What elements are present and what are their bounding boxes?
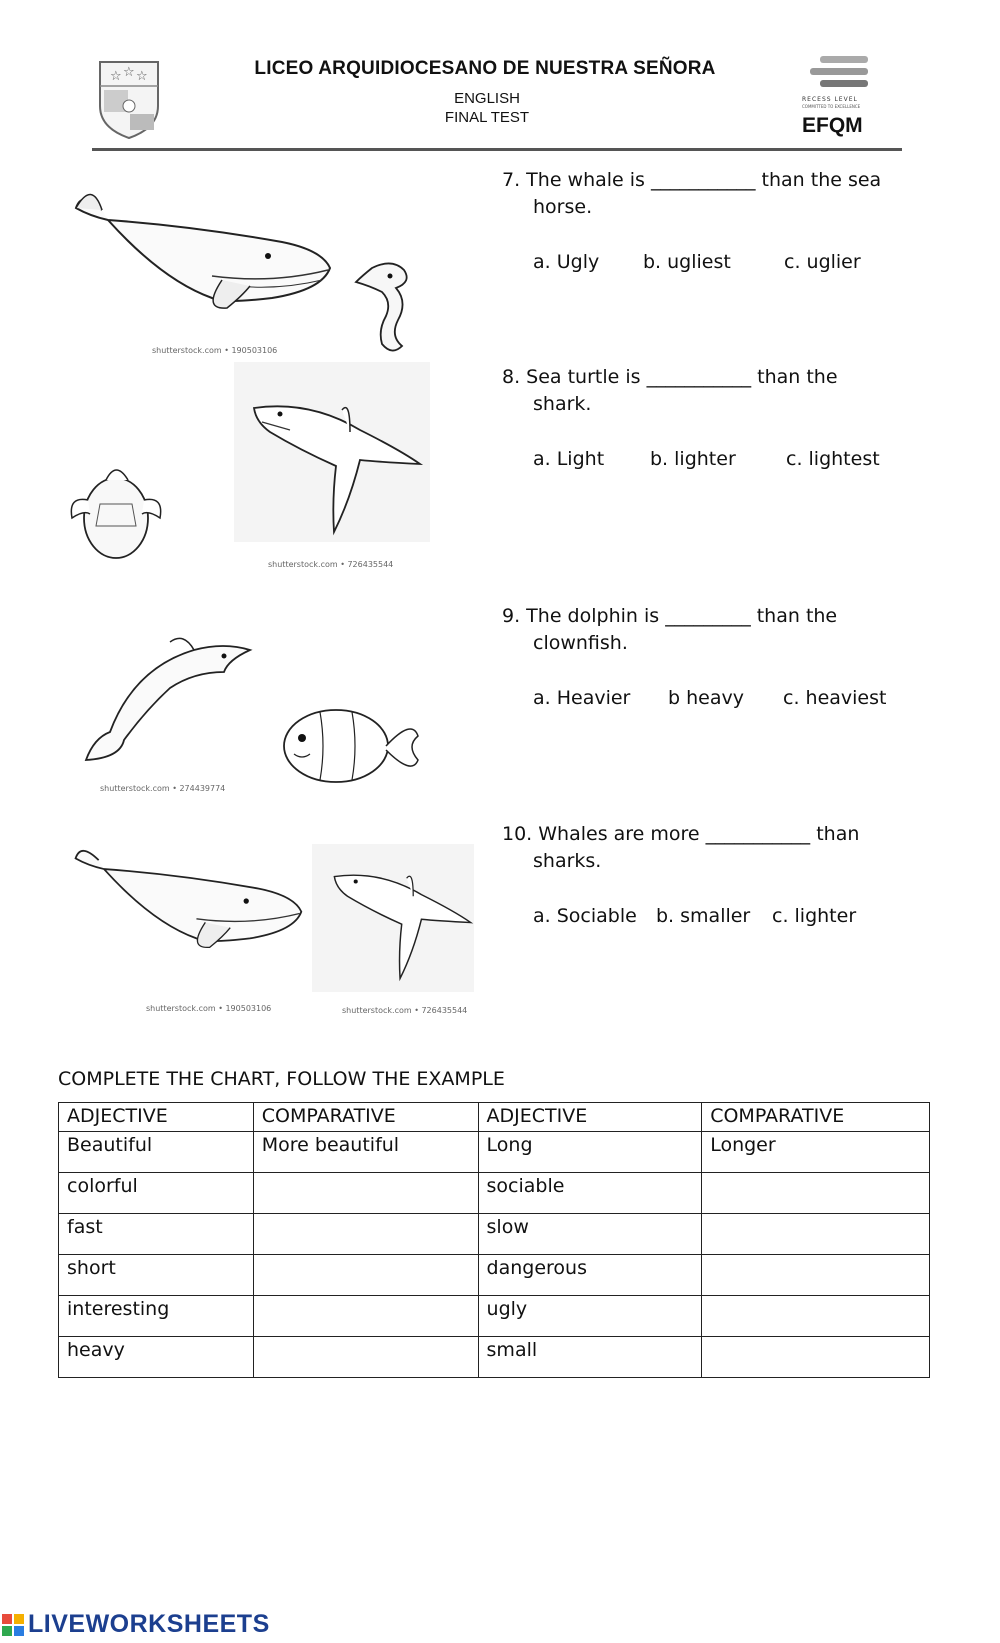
question-9 xyxy=(502,603,837,657)
table-row xyxy=(59,1337,930,1378)
whale-illustration xyxy=(72,826,312,965)
turtle-illustration xyxy=(66,460,166,574)
footer-brand[interactable]: LIVEWORKSHEETS xyxy=(28,1610,270,1638)
adjective-cell: fast xyxy=(59,1214,254,1255)
option-a[interactable]: a. Light xyxy=(533,448,605,470)
question-8 xyxy=(502,364,838,418)
image-credit: shutterstock.com • 726435544 xyxy=(342,1006,468,1015)
comparative-chart xyxy=(58,1102,930,1378)
comparative-cell: Longer xyxy=(702,1132,930,1173)
answer-input-cell[interactable] xyxy=(253,1255,478,1296)
shark-illustration xyxy=(330,870,480,989)
clownfish-illustration xyxy=(282,698,422,794)
answer-input-cell[interactable] xyxy=(702,1214,930,1255)
option-c[interactable]: c. lighter xyxy=(772,905,857,927)
image-credit: shutterstock.com • 190503106 xyxy=(152,346,278,355)
option-a[interactable]: a. Ugly xyxy=(533,251,600,273)
seahorse-illustration xyxy=(352,258,442,362)
option-a[interactable]: a. Heavier xyxy=(533,687,631,709)
efqm-text: EFQM xyxy=(802,114,863,137)
whale-illustration xyxy=(72,180,342,319)
image-credit: shutterstock.com • 190503106 xyxy=(146,1004,272,1013)
option-a[interactable]: a. Sociable xyxy=(533,905,637,927)
adjective-cell: short xyxy=(59,1255,254,1296)
header-cell: ADJECTIVE xyxy=(59,1103,254,1132)
question-prompt: 9. The dolphin is _________ than the xyxy=(502,605,838,627)
svg-text:☆: ☆ xyxy=(123,65,135,80)
image-credit: shutterstock.com • 726435544 xyxy=(268,560,394,569)
answer-input-cell[interactable] xyxy=(702,1296,930,1337)
adjective-cell: small xyxy=(478,1337,702,1378)
question-prompt-cont: shark. xyxy=(533,393,592,415)
image-credit: shutterstock.com • 274439774 xyxy=(100,784,226,793)
answer-input-cell[interactable] xyxy=(702,1337,930,1378)
option-c[interactable]: c. uglier xyxy=(784,251,861,273)
header-cell: COMPARATIVE xyxy=(253,1103,478,1132)
adjective-cell: sociable xyxy=(478,1173,702,1214)
table-row xyxy=(59,1255,930,1296)
school-name: LICEO ARQUIDIOCESANO DE NUESTRA SEÑORA xyxy=(254,58,716,79)
question-prompt-cont: sharks. xyxy=(533,850,602,872)
question-prompt-cont: clownfish. xyxy=(533,632,628,654)
header-rule xyxy=(92,148,902,151)
svg-text:☆: ☆ xyxy=(110,69,122,84)
option-b[interactable]: b. lighter xyxy=(650,448,736,470)
answer-input-cell[interactable] xyxy=(253,1173,478,1214)
table-row xyxy=(59,1214,930,1255)
option-b[interactable]: b. ugliest xyxy=(643,251,731,273)
table-row xyxy=(59,1173,930,1214)
adjective-cell: Long xyxy=(478,1132,702,1173)
chart-title: COMPLETE THE CHART, FOLLOW THE EXAMPLE xyxy=(58,1068,505,1090)
efqm-tagline: COMMITTED TO EXCELLENCE xyxy=(802,104,861,109)
chart-header-row xyxy=(59,1103,930,1132)
adjective-cell: dangerous xyxy=(478,1255,702,1296)
question-7 xyxy=(502,167,881,221)
comparative-cell: More beautiful xyxy=(253,1132,478,1173)
shark-illustration xyxy=(250,400,430,544)
svg-text:☆: ☆ xyxy=(136,69,148,84)
table-row xyxy=(59,1132,930,1173)
option-b[interactable]: b. smaller xyxy=(656,905,751,927)
question-prompt: 7. The whale is ___________ than the sea xyxy=(502,169,882,191)
adjective-cell: heavy xyxy=(59,1337,254,1378)
answer-input-cell[interactable] xyxy=(253,1214,478,1255)
answer-input-cell[interactable] xyxy=(702,1255,930,1296)
question-prompt-cont: horse. xyxy=(533,196,593,218)
adjective-cell: slow xyxy=(478,1214,702,1255)
dolphin-illustration xyxy=(74,628,264,772)
option-c[interactable]: c. lightest xyxy=(786,448,880,470)
header-cell: ADJECTIVE xyxy=(478,1103,702,1132)
option-b[interactable]: b heavy xyxy=(668,687,744,709)
adjective-cell: ugly xyxy=(478,1296,702,1337)
answer-input-cell[interactable] xyxy=(253,1337,478,1378)
efqm-logo xyxy=(802,56,872,140)
efqm-level: RECESS LEVEL xyxy=(802,96,858,103)
school-crest xyxy=(96,56,162,140)
question-prompt: 10. Whales are more ___________ than xyxy=(502,823,860,845)
answer-input-cell[interactable] xyxy=(253,1296,478,1337)
answer-input-cell[interactable] xyxy=(702,1173,930,1214)
question-prompt: 8. Sea turtle is ___________ than the xyxy=(502,366,838,388)
adjective-cell: Beautiful xyxy=(59,1132,254,1173)
adjective-cell: interesting xyxy=(59,1296,254,1337)
test-title: FINAL TEST xyxy=(444,109,530,126)
adjective-cell: colorful xyxy=(59,1173,254,1214)
option-c[interactable]: c. heaviest xyxy=(783,687,887,709)
table-row xyxy=(59,1296,930,1337)
liveworksheets-icon xyxy=(2,1614,24,1636)
question-10 xyxy=(502,821,859,875)
subject: ENGLISH xyxy=(454,90,520,107)
header-cell: COMPARATIVE xyxy=(702,1103,930,1132)
